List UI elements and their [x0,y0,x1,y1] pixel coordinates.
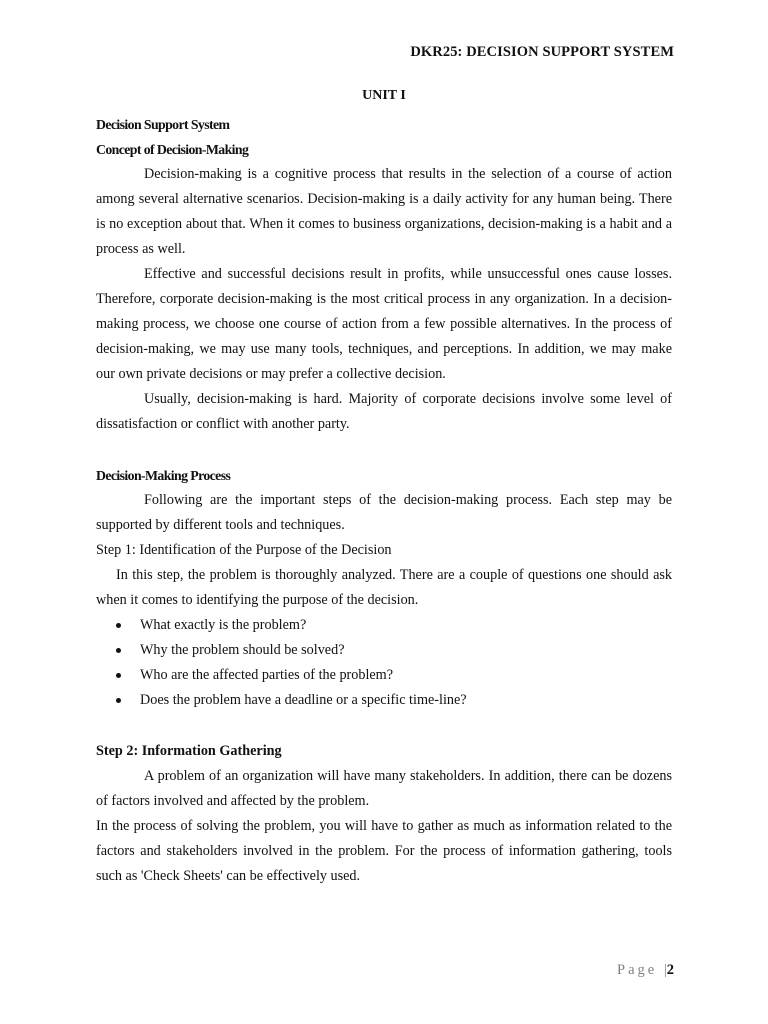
list-item [96,663,672,688]
section-heading-process: Decision-Making Process [96,468,231,483]
page-number: 2 [666,962,674,978]
section-heading-concept: Concept of Decision-Making [96,142,249,157]
list-item [96,688,672,713]
question-text: Does the problem have a deadline or a specific time-line? [140,692,467,708]
question-text: What exactly is the problem? [140,617,307,633]
list-item [96,638,672,663]
question-text: Why the problem should be solved? [140,642,345,658]
bullet-icon [116,673,121,678]
page-label: Page [617,962,658,978]
concept-paragraph-2: Effective and successful decisions result in profits, while unsuccessful ones cause losses. Therefore, corporate decision-making is the most critical process in any organization. In a decision-making process, we choose one course of action from a few possible alternatives. In the process of decision-making, we may use many tools, techniques, and perceptions. In addition, we may make our own private decisions or may prefer a collective decision. [96,266,672,382]
page-body [96,112,672,889]
process-intro: Following are the important steps of the decision-making process. Each step may be supported by different tools and techniques. [96,492,672,533]
unit-heading: UNIT I [362,88,406,103]
bullet-icon [116,698,121,703]
spacer [96,713,672,739]
question-list [96,613,672,713]
spacer [96,437,672,463]
page-separator: | [663,962,667,978]
concept-paragraph-3: Usually, decision-making is hard. Majority of corporate decisions involve some level of dissatisfaction or conflict with another party. [96,391,672,432]
step-2-title: Step 2: Information Gathering [96,743,282,759]
step-1-title: Step 1: Identification of the Purpose of the Decision [96,542,392,558]
question-text: Who are the affected parties of the problem? [140,667,394,683]
concept-paragraph-1: Decision-making is a cognitive process that results in the selection of a course of action among several alternative scenarios. Decision-making is a daily activity for any human being. There is no exception about that. When it comes to business organizations, decision-making is a habit and a process as well. [96,166,672,257]
running-header: DKR25: DECISION SUPPORT SYSTEM [410,44,674,60]
section-heading-dss: Decision Support System [96,117,230,132]
bullet-icon [116,623,121,628]
step-2-paragraph-2: In the process of solving the problem, you will have to gather as much as information related to the factors and stakeholders involved in the problem. For the process of information gathering, tools such as 'Check Sheets' can be effectively used. [96,818,672,884]
step-1-body: In this step, the problem is thoroughly analyzed. There are a couple of questions one should ask when it comes to identifying the purpose of the decision. [96,567,672,608]
bullet-icon [116,648,121,653]
step-2-paragraph-1: A problem of an organization will have many stakeholders. In addition, there can be dozens of factors involved and affected by the problem. [96,768,672,809]
page-footer [617,962,674,979]
list-item [96,613,672,638]
